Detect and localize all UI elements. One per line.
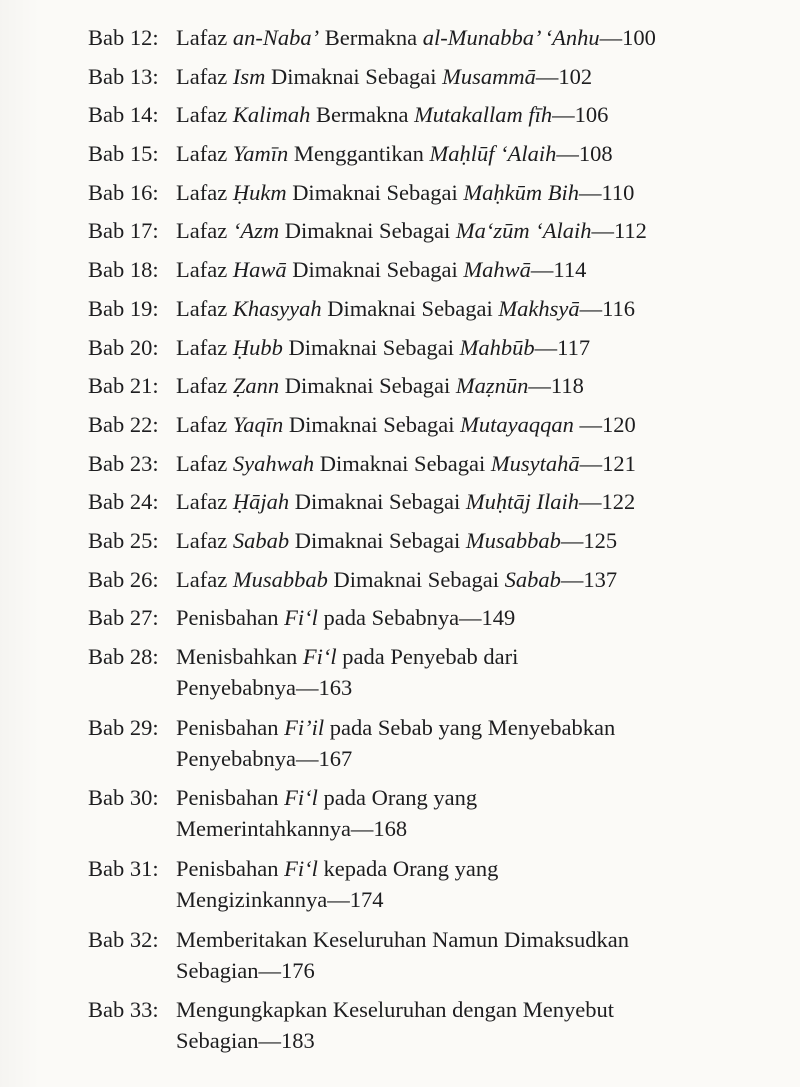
chapter-title-line bbox=[176, 641, 776, 672]
title-text: —137 bbox=[560, 566, 618, 592]
title-text: Dimaknai Sebagai bbox=[265, 63, 443, 89]
chapter-title-line bbox=[176, 564, 776, 595]
toc-entry bbox=[88, 370, 778, 401]
title-text: Bermakna bbox=[310, 102, 415, 128]
italic-term: Ism bbox=[232, 63, 266, 89]
italic-term: Ḥukm bbox=[232, 179, 287, 205]
italic-term: Kalimah bbox=[232, 102, 311, 128]
title-text: pada Sebabnya—149 bbox=[317, 605, 516, 631]
italic-term: Syahwah bbox=[232, 450, 315, 476]
chapter-label: Bab 30: bbox=[88, 785, 159, 811]
title-text: pada Orang yang bbox=[317, 785, 478, 811]
toc-entry bbox=[88, 641, 778, 703]
chapter-label: Bab 29: bbox=[88, 714, 159, 740]
table-of-contents bbox=[88, 22, 778, 1065]
title-text: —102 bbox=[535, 63, 593, 89]
title-text: —121 bbox=[579, 450, 636, 476]
title-text: —112 bbox=[591, 218, 647, 244]
title-text: Penyebabnya—163 bbox=[176, 675, 353, 700]
chapter-title bbox=[176, 138, 776, 169]
chapter-title bbox=[176, 525, 776, 556]
italic-term: Musytahā bbox=[490, 450, 580, 476]
chapter-title bbox=[176, 409, 776, 440]
title-text: Lafaz bbox=[176, 566, 233, 592]
chapter-title-line bbox=[176, 782, 776, 813]
chapter-title-line bbox=[176, 955, 776, 986]
chapter-title bbox=[176, 853, 776, 915]
chapter-title bbox=[176, 782, 776, 844]
chapter-title bbox=[176, 448, 776, 479]
title-text: Dimaknai Sebagai bbox=[314, 450, 491, 476]
italic-term: Maẓnūn bbox=[455, 373, 529, 399]
italic-term: Ḥājah bbox=[232, 489, 290, 515]
title-text: Dimaknai Sebagai bbox=[289, 527, 466, 553]
chapter-title-line bbox=[176, 409, 776, 440]
chapter-title-line bbox=[176, 293, 776, 324]
italic-term: Sabab bbox=[504, 566, 561, 592]
italic-term: Mahwā bbox=[463, 257, 531, 283]
chapter-title-line bbox=[176, 254, 776, 285]
title-text: Lafaz bbox=[176, 102, 233, 128]
italic-term: Fi‘l bbox=[284, 785, 318, 811]
italic-term: Muḥtāj Ilaih bbox=[465, 489, 580, 515]
chapter-label: Bab 24: bbox=[88, 489, 159, 515]
chapter-title-line bbox=[176, 22, 776, 53]
title-text: Dimaknai Sebagai bbox=[321, 295, 499, 321]
title-text: Lafaz bbox=[176, 25, 233, 50]
italic-term: Mutakallam fīh bbox=[414, 102, 553, 128]
title-text: Penisbahan bbox=[176, 785, 285, 811]
title-text: Mengizinkannya—174 bbox=[176, 887, 384, 913]
chapter-label: Bab 28: bbox=[88, 644, 159, 669]
italic-term: an-Naba’ bbox=[232, 25, 320, 50]
chapter-title bbox=[176, 177, 776, 208]
toc-entry bbox=[88, 215, 778, 246]
chapter-title bbox=[176, 22, 776, 53]
chapter-title-line bbox=[176, 712, 776, 743]
title-text: Mengungkapkan Keseluruhan dengan Menyebut bbox=[176, 997, 615, 1023]
title-text: —110 bbox=[579, 179, 635, 205]
title-text: Dimaknai Sebagai bbox=[282, 334, 460, 360]
italic-term: Mutayaqqan bbox=[460, 411, 574, 437]
italic-term: al-Munabba’ ‘Anhu bbox=[422, 25, 600, 50]
chapter-title bbox=[176, 332, 776, 363]
title-text: Penyebabnya—167 bbox=[176, 745, 353, 771]
toc-entry bbox=[88, 994, 778, 1056]
italic-term: ‘Azm bbox=[232, 218, 280, 244]
italic-term: Khasyyah bbox=[232, 295, 322, 321]
italic-term: Makhsyā bbox=[498, 295, 580, 321]
title-text: Dimaknai Sebagai bbox=[289, 489, 466, 515]
italic-term: Mahbūb bbox=[459, 334, 535, 360]
chapter-title-line bbox=[176, 525, 776, 556]
chapter-label: Bab 32: bbox=[88, 926, 159, 952]
title-text: Dimaknai Sebagai bbox=[279, 218, 456, 244]
chapter-title-line bbox=[176, 853, 776, 884]
chapter-label: Bab 14: bbox=[88, 102, 159, 128]
title-text: Lafaz bbox=[176, 257, 233, 283]
chapter-label: Bab 15: bbox=[88, 141, 159, 167]
title-text: —117 bbox=[534, 334, 591, 360]
title-text: Dimaknai Sebagai bbox=[283, 411, 461, 437]
chapter-title bbox=[176, 215, 776, 246]
title-text: pada Sebab yang Menyebabkan bbox=[324, 714, 616, 740]
title-text: Dimaknai Sebagai bbox=[327, 566, 505, 592]
chapter-label: Bab 22: bbox=[88, 411, 159, 437]
toc-entry bbox=[88, 924, 778, 986]
chapter-title-line bbox=[176, 215, 776, 246]
toc-entry bbox=[88, 782, 778, 844]
title-text: Dimaknai Sebagai bbox=[279, 373, 456, 399]
toc-entry bbox=[88, 564, 778, 595]
italic-term: Maḥkūm Bih bbox=[463, 179, 579, 205]
title-text: —122 bbox=[579, 489, 636, 515]
toc-entry bbox=[88, 448, 778, 479]
italic-term: Sabab bbox=[232, 527, 290, 553]
title-text: —116 bbox=[579, 295, 636, 321]
chapter-label: Bab 13: bbox=[88, 63, 159, 89]
italic-term: Fi‘l bbox=[284, 605, 318, 631]
chapter-title-line bbox=[176, 61, 776, 92]
chapter-title bbox=[176, 712, 776, 774]
title-text: Lafaz bbox=[176, 527, 233, 553]
toc-entry bbox=[88, 293, 778, 324]
title-text: Menggantikan bbox=[288, 141, 430, 167]
chapter-title-line bbox=[176, 332, 776, 363]
chapter-title bbox=[176, 641, 776, 703]
title-text: Bermakna bbox=[319, 25, 423, 50]
chapter-title bbox=[176, 564, 776, 595]
italic-term: Yaqīn bbox=[232, 411, 284, 437]
chapter-label: Bab 25: bbox=[88, 527, 159, 553]
chapter-title-line bbox=[176, 448, 776, 479]
title-text: —100 bbox=[599, 25, 656, 50]
italic-term: Hawā bbox=[232, 257, 287, 283]
chapter-label: Bab 21: bbox=[88, 373, 159, 399]
italic-term: Maḥlūf ‘Alaih bbox=[429, 141, 557, 167]
chapter-label: Bab 20: bbox=[88, 334, 159, 360]
italic-term: Musabbab bbox=[465, 527, 561, 553]
toc-entry bbox=[88, 99, 778, 130]
chapter-title-line bbox=[176, 672, 776, 703]
title-text: Dimaknai Sebagai bbox=[286, 179, 464, 205]
title-text: Lafaz bbox=[176, 450, 233, 476]
chapter-title bbox=[176, 370, 776, 401]
title-text: Lafaz bbox=[176, 179, 233, 205]
italic-term: Ḥubb bbox=[232, 334, 283, 360]
italic-term: Fi‘l bbox=[302, 644, 337, 669]
title-text: Lafaz bbox=[176, 141, 233, 167]
chapter-label: Bab 19: bbox=[88, 295, 159, 321]
chapter-label: Bab 33: bbox=[88, 997, 159, 1023]
chapter-title-line bbox=[176, 813, 776, 844]
title-text: Lafaz bbox=[176, 63, 233, 89]
chapter-title bbox=[176, 99, 776, 130]
title-text: Memerintahkannya—168 bbox=[176, 816, 408, 842]
chapter-title-line bbox=[176, 486, 776, 517]
chapter-label: Bab 18: bbox=[88, 257, 159, 283]
chapter-title-line bbox=[176, 994, 776, 1025]
toc-entry bbox=[88, 525, 778, 556]
chapter-title bbox=[176, 602, 776, 633]
title-text: Sebagian—176 bbox=[176, 957, 315, 983]
chapter-label: Bab 23: bbox=[88, 450, 159, 476]
chapter-label: Bab 16: bbox=[88, 179, 159, 205]
chapter-title bbox=[176, 486, 776, 517]
toc-entry bbox=[88, 409, 778, 440]
chapter-title-line bbox=[176, 177, 776, 208]
title-text: —114 bbox=[530, 257, 587, 283]
title-text: Lafaz bbox=[176, 295, 233, 321]
toc-entry bbox=[88, 254, 778, 285]
toc-entry bbox=[88, 853, 778, 915]
title-text: Penisbahan bbox=[176, 714, 285, 740]
chapter-title-line bbox=[176, 99, 776, 130]
title-text: —118 bbox=[528, 373, 584, 399]
chapter-title-line bbox=[176, 138, 776, 169]
title-text: Sebagian—183 bbox=[176, 1028, 315, 1054]
toc-entry bbox=[88, 712, 778, 774]
title-text: kepada Orang yang bbox=[317, 856, 499, 882]
title-text: Penisbahan bbox=[176, 605, 285, 631]
title-text: —108 bbox=[556, 141, 613, 167]
title-text: Lafaz bbox=[176, 218, 233, 244]
chapter-title bbox=[176, 254, 776, 285]
italic-term: Ma‘zūm ‘Alaih bbox=[455, 218, 592, 244]
toc-entry bbox=[88, 61, 778, 92]
chapter-label: Bab 26: bbox=[88, 566, 159, 592]
toc-entry bbox=[88, 138, 778, 169]
italic-term: Musabbab bbox=[232, 566, 328, 592]
chapter-title bbox=[176, 924, 776, 986]
title-text: Menisbahkan bbox=[176, 644, 303, 669]
italic-term: Yamīn bbox=[232, 141, 289, 167]
toc-entry bbox=[88, 486, 778, 517]
chapter-title bbox=[176, 61, 776, 92]
italic-term: Fi’il bbox=[284, 714, 325, 740]
chapter-title-line bbox=[176, 1025, 776, 1056]
toc-entry bbox=[88, 22, 778, 53]
title-text: Lafaz bbox=[176, 334, 233, 360]
toc-entry bbox=[88, 602, 778, 633]
title-text: —125 bbox=[560, 527, 618, 553]
italic-term: Musammā bbox=[442, 63, 536, 89]
title-text: Memberitakan Keseluruhan Namun Dimaksudkan bbox=[176, 926, 629, 952]
title-text: Dimaknai Sebagai bbox=[286, 257, 464, 283]
chapter-title-line bbox=[176, 924, 776, 955]
title-text: Penisbahan bbox=[176, 856, 285, 882]
title-text: —120 bbox=[573, 411, 636, 437]
chapter-label: Bab 31: bbox=[88, 856, 159, 882]
title-text: —106 bbox=[552, 102, 609, 128]
title-text: pada Penyebab dari bbox=[336, 644, 519, 669]
title-text: Lafaz bbox=[176, 411, 233, 437]
chapter-label: Bab 27: bbox=[88, 605, 159, 631]
chapter-title bbox=[176, 293, 776, 324]
title-text: Lafaz bbox=[176, 373, 233, 399]
chapter-title-line bbox=[176, 743, 776, 774]
chapter-title-line bbox=[176, 602, 776, 633]
italic-term: Fi‘l bbox=[284, 856, 318, 882]
chapter-label: Bab 12: bbox=[88, 25, 159, 50]
toc-entry bbox=[88, 332, 778, 363]
toc-entry bbox=[88, 177, 778, 208]
chapter-title bbox=[176, 994, 776, 1056]
chapter-label: Bab 17: bbox=[88, 218, 159, 244]
chapter-title-line bbox=[176, 370, 776, 401]
chapter-title-line bbox=[176, 884, 776, 915]
italic-term: Ẓann bbox=[232, 373, 280, 399]
title-text: Lafaz bbox=[176, 489, 233, 515]
